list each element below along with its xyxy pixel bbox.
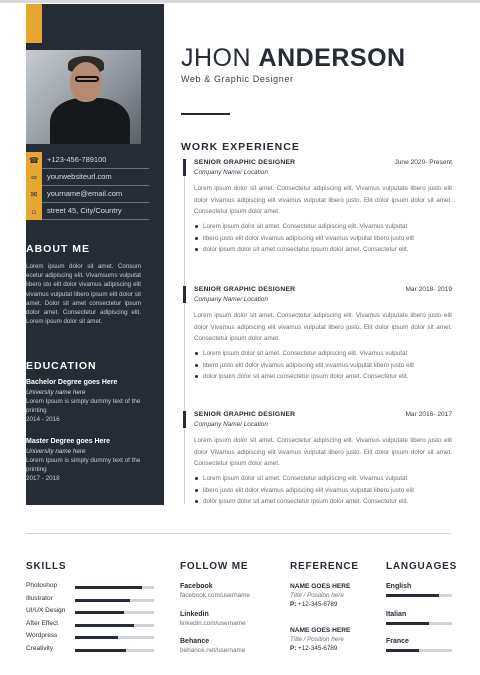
job-company: Company Name/ Location <box>194 296 268 303</box>
work-experience-title: WORK EXPERIENCE <box>181 141 300 153</box>
language-name: France <box>386 638 409 645</box>
follow-title: FOLLOW ME <box>180 561 249 572</box>
job-description: Lorem ipsum dolor sit amet. Consectetur adipiscing elit. Vivamus vulputate libero justo elit dolor Vivamus adipiscing elit vivamus vulputat libero justo. Elit dolor ipsum dolor sit amet. Consectetur ipsum dolor amet. <box>194 312 452 342</box>
timeline-marker <box>183 286 186 303</box>
education-desc: Lorem Ipsum is simply dummy text of the printing <box>26 457 141 473</box>
education-desc: Lorem Ipsum is simply dummy text of the printing <box>26 398 141 414</box>
job-title: SENIOR GRAPHIC DESIGNER <box>194 159 296 166</box>
language-item <box>386 582 452 597</box>
social-url[interactable]: facebook.com/username <box>180 592 250 599</box>
contact-phone <box>26 152 164 169</box>
contact-email-text[interactable]: yourname@email.com <box>42 186 149 203</box>
about-title: ABOUT ME <box>26 243 90 255</box>
job-title: SENIOR GRAPHIC DESIGNER <box>194 411 296 418</box>
skill-name: Illustrator <box>26 594 53 602</box>
contact-website <box>26 169 164 186</box>
skill-bar <box>75 586 154 589</box>
timeline-line <box>184 160 185 504</box>
skill-bar-fill <box>75 586 142 589</box>
job-title: SENIOR GRAPHIC DESIGNER <box>194 286 296 293</box>
social-url[interactable]: behance.net/username <box>180 647 246 654</box>
reference-item <box>290 626 380 653</box>
education-university: University name here <box>26 448 86 455</box>
social-network: Facebook <box>180 583 213 590</box>
skill-item <box>26 607 154 620</box>
job-date: Mar 2018- 2019 <box>405 286 452 293</box>
languages-title: LANGUAGES <box>386 561 458 572</box>
skill-name: Creativity <box>26 644 54 652</box>
language-bar-fill <box>386 594 439 597</box>
timeline-marker <box>183 159 186 176</box>
name-underline <box>181 113 230 115</box>
skill-bar-fill <box>75 636 118 639</box>
reference-phone: P: +12-345-6789 <box>290 601 338 608</box>
reference-title: REFERENCE <box>290 561 359 572</box>
top-border <box>0 0 480 3</box>
last-name: ANDERSON <box>258 44 406 72</box>
language-bar <box>386 649 452 652</box>
education-item <box>26 437 141 483</box>
social-network: Behance <box>180 638 210 645</box>
skill-bar-fill <box>75 649 126 652</box>
education-degree: Master Degree goes Here <box>26 438 111 445</box>
first-name: JHON <box>181 44 252 72</box>
job-bullet: libero justo elit dolor vivamus adipiscing elit vivamus vulputat libero justo elit <box>203 485 452 497</box>
job-company: Company Name/ Location <box>194 169 268 176</box>
job-description: Lorem ipsum dolor sit amet. Consectetur adipiscing elit. Vivamus vulputate libero justo elit dolor Vivamus adipiscing elit vivamus vulputat libero justo. Elit dolor ipsum dolor sit amet. Consectetur ipsum dolor amet. <box>194 185 452 215</box>
skill-name: UI/UX Design <box>26 607 66 614</box>
candidate-name <box>181 44 406 73</box>
home-icon: ⌂ <box>26 203 42 220</box>
about-text: Lorem ipsum dolor sit amet. Consum ecetur adipiscing elit. Vivamsums vulputat libero sto elit dolor vivamus adipiscing elit vivamus vulputat libero ipsum elit dolor sit amet. Dolor sit amet consectetur ipsum dolor amet. Consectetur adipiscing elit. Lorem ipsum dolor sit amet. <box>26 263 141 326</box>
language-bar <box>386 622 452 625</box>
job-bullets <box>203 473 452 508</box>
job-bullets <box>203 221 452 256</box>
contact-address-text: street 45, City/Country <box>42 203 149 220</box>
profile-photo <box>26 50 141 144</box>
job-role: Web & Graphic Designer <box>181 74 294 84</box>
social-network: Linkedin <box>180 611 209 618</box>
skill-bar-fill <box>75 599 130 602</box>
job-bullets <box>203 348 452 383</box>
job-description: Lorem ipsum dolor sit amet. Consectetur adipiscing elit. Vivamus vulputate libero justo elit dolor Vivamus adipiscing elit vivamus vulputat libero justo. Elit dolor ipsum dolor sit amet. Consectetur ipsum dolor amet. <box>194 437 452 467</box>
language-bar-fill <box>386 622 429 625</box>
education-years: 2017 - 2018 <box>26 475 60 482</box>
job-bullet: libero justo elit dolor vivamus adipiscing elit vivamus vulputat libero justo elit <box>203 233 452 245</box>
section-divider <box>26 533 451 534</box>
education-degree: Bachelor Degree goes Here <box>26 379 118 386</box>
language-name: English <box>386 583 412 590</box>
job-bullet: Lorem ipsum dolor sit amet. Consectetur adipiscing elit. Vivamus vulputat <box>203 221 452 233</box>
job-bullet: dolor ipsum dolor sit amet consectetur ipsum dolor amet. Consectetur elit. <box>203 371 452 383</box>
skill-name: Photoshop <box>26 582 58 589</box>
skill-name: After Effect <box>26 619 59 627</box>
contact-address <box>26 203 164 220</box>
job-bullet: Lorem ipsum dolor sit amet. Consectetur adipiscing elit. Vivamus vulputat <box>203 473 452 485</box>
social-item <box>180 637 275 655</box>
skill-bar <box>75 636 154 639</box>
reference-item <box>290 582 380 609</box>
reference-position: Title / Position here <box>290 592 344 599</box>
education-university: University name here <box>26 389 86 396</box>
job-bullet: Lorem ipsum dolor sit amet. Consectetur adipiscing elit. Vivamus vulputat <box>203 348 452 360</box>
contact-email <box>26 186 164 203</box>
education-title: EDUCATION <box>26 360 97 372</box>
reference-name: NAME GOES HERE <box>290 583 351 590</box>
skill-item <box>26 645 154 658</box>
contact-website-text[interactable]: yourwebsiteurl.com <box>42 169 149 186</box>
skill-name: Wordpress <box>26 632 58 639</box>
social-item <box>180 582 275 600</box>
job-company: Company Name/ Location <box>194 421 268 428</box>
link-icon: ∞ <box>26 169 42 186</box>
skill-item <box>26 582 154 595</box>
social-url[interactable]: linkedin.com/username <box>180 620 246 627</box>
skill-item <box>26 620 154 633</box>
language-bar <box>386 594 452 597</box>
skills-title: SKILLS <box>26 561 67 572</box>
skill-bar <box>75 624 154 627</box>
skill-bar <box>75 599 154 602</box>
reference-position: Title / Position here <box>290 636 344 643</box>
language-item <box>386 637 452 652</box>
job-date: Mar 2016- 2017 <box>405 411 452 418</box>
mail-icon: ✉ <box>26 186 42 203</box>
education-years: 2014 - 2016 <box>26 416 60 423</box>
language-name: Italian <box>386 611 407 618</box>
skill-item <box>26 595 154 608</box>
language-bar-fill <box>386 649 419 652</box>
reference-name: NAME GOES HERE <box>290 627 351 634</box>
social-item <box>180 610 275 628</box>
education-item <box>26 378 141 424</box>
skill-bar <box>75 611 154 614</box>
skill-bar-fill <box>75 611 124 614</box>
timeline-marker <box>183 411 186 428</box>
language-item <box>386 610 452 625</box>
reference-phone: P: +12-345-6789 <box>290 645 338 652</box>
accent-bar <box>26 4 42 43</box>
contact-phone-text: +123-456-789100 <box>42 152 149 169</box>
phone-icon: ☎ <box>26 152 42 169</box>
job-bullet: dolor ipsum dolor sit amet consectetur ipsum dolor amet. Consectetur elit. <box>203 496 452 508</box>
skill-bar-fill <box>75 624 134 627</box>
job-date: June 2020- Present <box>394 159 452 166</box>
job-bullet: dolor ipsum dolor sit amet consectetur ipsum dolor amet. Consectetur elit. <box>203 244 452 256</box>
job-bullet: libero justo elit dolor vivamus adipiscing elit vivamus vulputat libero justo elit <box>203 360 452 372</box>
skill-bar <box>75 649 154 652</box>
skill-item <box>26 632 154 645</box>
contact-list <box>26 152 164 220</box>
